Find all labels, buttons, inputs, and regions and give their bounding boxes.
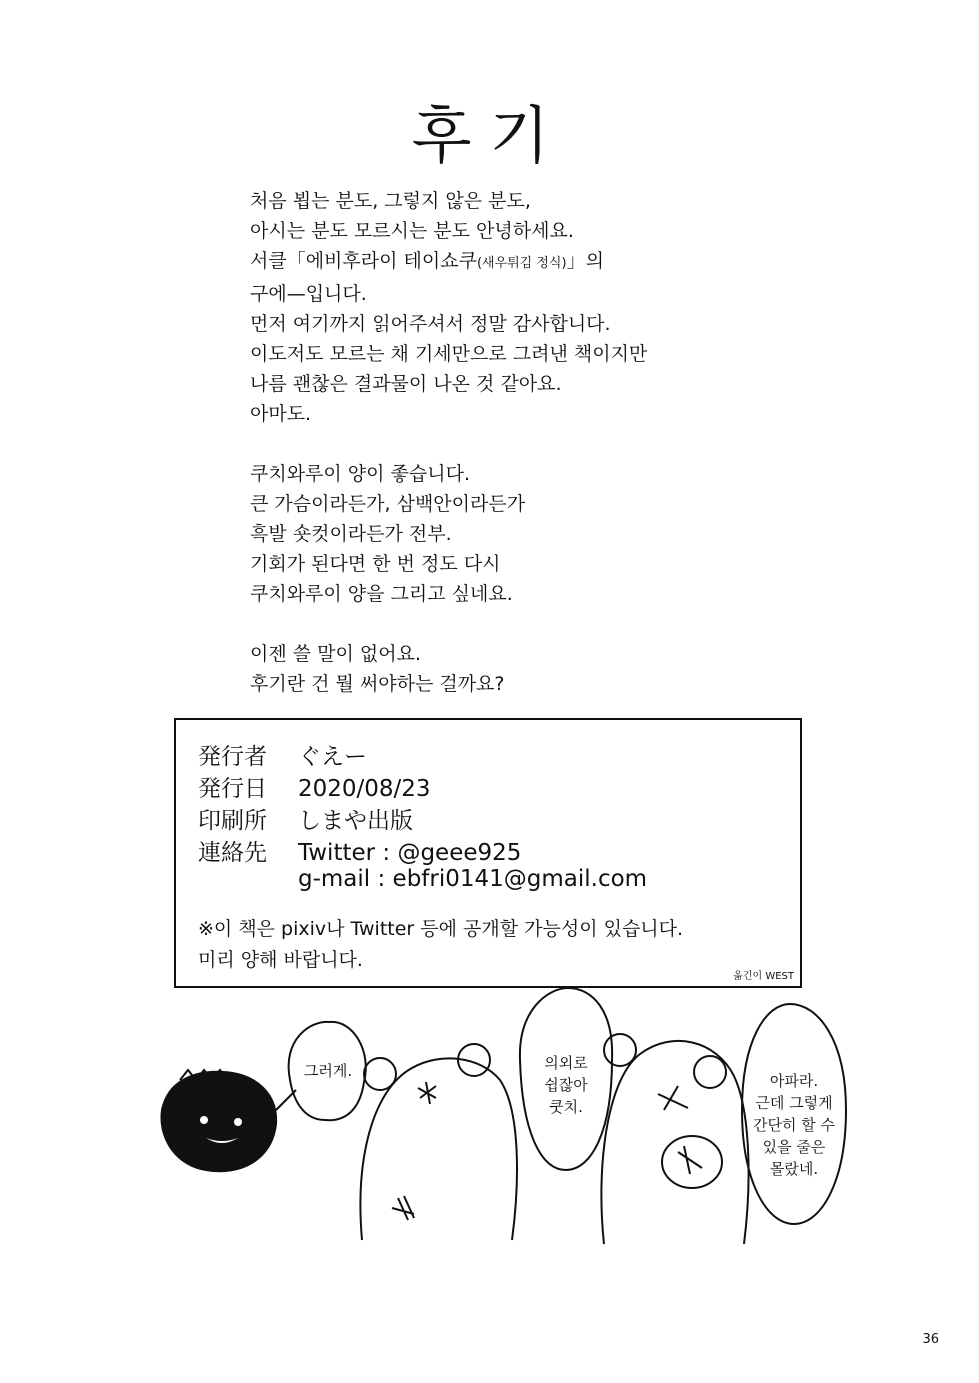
notice-line-2: 미리 양해 바랍니다.: [198, 949, 363, 971]
date-label: 発行日: [198, 776, 267, 802]
text-line: 후기란 건 뭘 써야하는 걸까요?: [250, 673, 505, 695]
text-line: 기회가 된다면 한 번 정도 다시: [250, 553, 501, 575]
bubble-text-middle: [522, 1052, 610, 1118]
text-line: 쿠치와루이 양이 좋습니다.: [250, 463, 471, 485]
hair-bun-right-2: [694, 1056, 726, 1088]
contact-label: 連絡先: [198, 840, 267, 866]
mascot-character: [161, 1072, 276, 1171]
bubble-line: 아파라.: [769, 1072, 819, 1090]
gmail-value: g-mail : ebfri0141@gmail.com: [298, 866, 648, 892]
notice-line-1: ※이 책은 pixiv나 Twitter 등에 공개할 가능성이 있습니다.: [198, 918, 684, 940]
printer-value: しまや出版: [298, 808, 413, 834]
text-line: 먼저 여기까지 읽어주셔서 정말 감사합니다.: [250, 313, 611, 335]
page-number: 36: [922, 1332, 939, 1347]
text-line: 쿠치와루이 양을 그리고 싶네요.: [250, 583, 513, 605]
translator-credit: 옮긴이 WEST: [733, 971, 794, 982]
text-line: 이젠 쓸 말이 없어요.: [250, 643, 421, 665]
text-line: 아마도.: [250, 403, 312, 425]
annotation-text: (새우튀김 정식): [476, 256, 567, 271]
bubble-line: 쿳치.: [549, 1098, 583, 1116]
bubble-line: 의외로: [544, 1054, 588, 1072]
date-value: 2020/08/23: [298, 776, 431, 802]
text-line: 큰 가슴이라든가, 삼백안이라든가: [250, 493, 526, 515]
bubble-line: 있을 줄은: [762, 1138, 826, 1156]
text-line: 이도저도 모르는 채 기세만으로 그려낸 책이지만: [250, 343, 648, 365]
bubble-text-left: 그러게.: [303, 1062, 353, 1080]
hair-bun-left: [364, 1058, 396, 1090]
text-line: 흑발 숏컷이라든가 전부.: [250, 523, 452, 545]
text-line: 나름 괜찮은 결과물이 나온 것 같아요.: [250, 373, 562, 395]
publisher-value: ぐえー: [298, 744, 367, 770]
character-left-head: [360, 1058, 517, 1240]
bubble-line: 간단히 할 수: [753, 1116, 835, 1134]
bubble-line: 쉽잖아: [544, 1076, 588, 1094]
page-title: 후기: [411, 99, 568, 172]
text-segment: 」의: [566, 250, 604, 272]
printer-label: 印刷所: [198, 808, 267, 834]
twitter-value: Twitter : @geee925: [298, 840, 522, 866]
bubble-line: 근데 그렇게: [755, 1094, 833, 1112]
text-line: 구에—입니다.: [250, 283, 367, 305]
publisher-label: 発行者: [198, 744, 267, 770]
text-line: 아시는 분도 모르시는 분도 안녕하세요.: [250, 220, 574, 242]
bubble-line: 몰랐네.: [769, 1160, 819, 1178]
text-line: 처음 뵙는 분도, 그렇지 않은 분도,: [250, 190, 531, 212]
text-segment: 서클「에비후라이 테이쇼쿠: [250, 250, 477, 272]
bubble-text-right: [744, 1070, 844, 1180]
